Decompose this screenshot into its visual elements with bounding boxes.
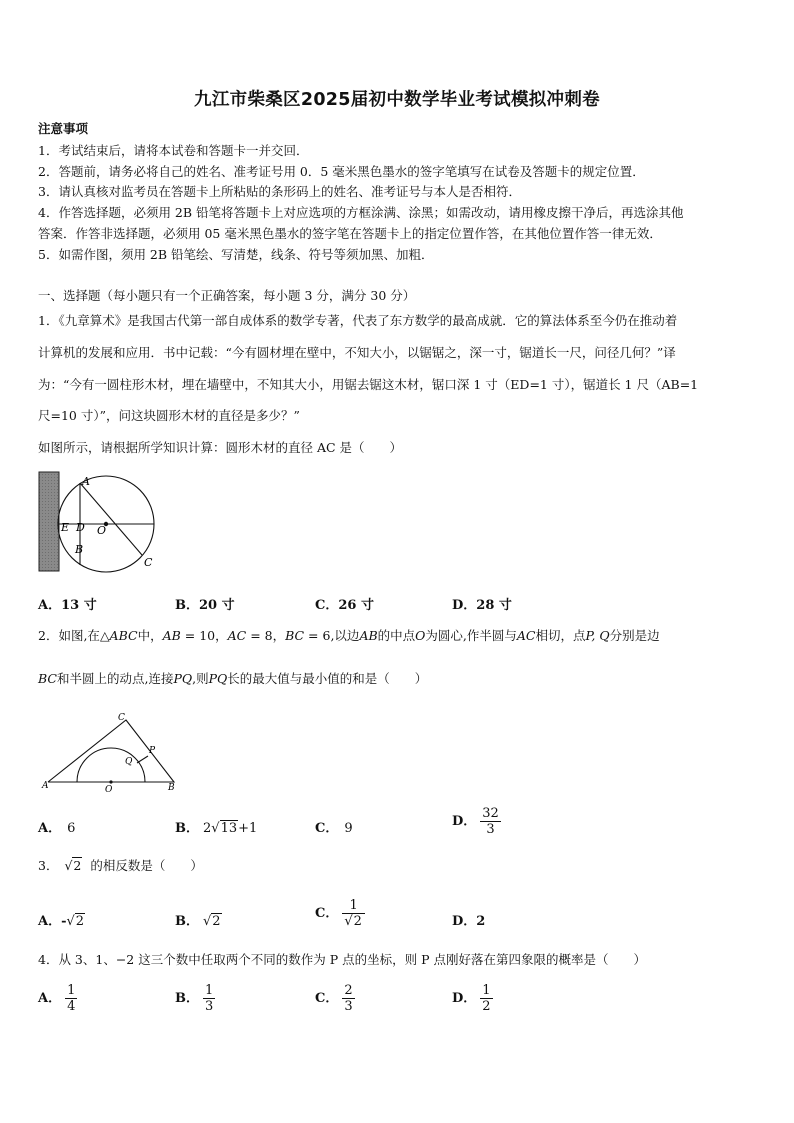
note-line-1: 1．考试结束后，请将本试卷和答题卡一并交回． <box>38 143 309 158</box>
q3-option-a[interactable]: A．-√2 <box>38 914 85 929</box>
sqrt-2: √2 <box>66 914 85 929</box>
fraction-1-2: $\frac{1}{2}$ <box>482 983 491 1014</box>
exam-title: 九江市柴桑区2025届初中数学毕业考试模拟冲刺卷 <box>194 90 600 110</box>
label-o: O <box>105 785 113 795</box>
q1-option-b[interactable]: B．20 寸 <box>175 598 235 613</box>
note-line-4: 4．作答选择题，必须用 2B 铅笔将答题卡上对应选项的方框涂满、涂黑；如需改动，请用橡皮擦干净后，再选涂其他 <box>38 205 684 220</box>
q2-option-b[interactable]: B． 2√13+1 <box>175 821 258 836</box>
q3-stem: 3． √2 的相反数是（ ） <box>38 858 203 873</box>
q3-option-d[interactable]: D．2 <box>452 914 486 929</box>
segment-pq <box>137 756 148 763</box>
q1-line-4: 尺=10 寸）”，问这块圆形木材的直径是多少？” <box>38 408 300 423</box>
fraction-1-sqrt2: $\frac{1}{√2}$ <box>342 898 365 929</box>
q1-line-1: 1．《九章算术》是我国古代第一部自成体系的数学专著，代表了东方数学的最高成就．它的算法体系至今仍在推动着 <box>38 313 678 328</box>
label-q: Q <box>125 757 133 767</box>
q2-option-d[interactable]: D． $\frac{32}{3}$ <box>452 806 499 837</box>
q2-option-c[interactable]: C． 9 <box>315 821 353 836</box>
q3-option-c[interactable]: C． $\frac{1}{√2}$ <box>315 898 365 929</box>
note-line-5: 5．如需作图，须用 2B 铅笔绘、写清楚，线条、符号等须加黑、加粗． <box>38 247 434 262</box>
fraction-1-3: $\frac{1}{3}$ <box>205 983 214 1014</box>
triangle-abc <box>48 720 174 782</box>
wall <box>39 472 59 571</box>
q1-circle-figure <box>36 468 166 578</box>
fraction-32-3: $\frac{32}{3}$ <box>482 806 499 837</box>
fraction-2-3: $\frac{2}{3}$ <box>344 983 353 1014</box>
q4-option-d[interactable]: D． $\frac{1}{2}$ <box>452 983 491 1014</box>
notes-heading: 注意事项 <box>38 121 89 136</box>
q2-line-1: 2．如图,在△ABC中，AB = 10，AC = 8，BC = 6,以边AB的中点O为圆心,作半圆与AC相切，点P, Q分别是边 <box>38 628 660 643</box>
sqrt-13: √13 <box>211 821 238 836</box>
center-o-dot <box>109 780 112 783</box>
q2-option-a[interactable]: A． 6 <box>38 821 76 836</box>
label-p: P <box>149 746 156 756</box>
label-b: B <box>75 543 84 556</box>
diameter-ac <box>80 483 142 555</box>
semicircle <box>77 748 145 782</box>
label-o: O <box>97 524 107 537</box>
label-d: D <box>76 521 85 534</box>
sqrt-2: √2 <box>203 914 221 929</box>
q2-line-2: BC和半圆上的动点,连接PQ,则PQ长的最大值与最小值的和是（ ） <box>38 671 428 686</box>
note-line-3: 3．请认真核对监考员在答题卡上所粘贴的条形码上的姓名、准考证号与本人是否相符． <box>38 184 521 199</box>
q4-stem: 4．从 3、1、−2 这三个数中任取两个不同的数作为 P 点的坐标，则 P 点刚好落在第四象限的概率是（ ） <box>38 952 646 967</box>
q4-option-b[interactable]: B． $\frac{1}{3}$ <box>175 983 214 1014</box>
q1-line-5: 如图所示，请根据所学知识计算：圆形木材的直径 AC 是（ ） <box>38 440 403 455</box>
section-heading: 一、选择题（每小题只有一个正确答案，每小题 3 分，满分 30 分） <box>38 288 416 303</box>
q2-triangle-figure <box>38 708 183 796</box>
label-c: C <box>144 556 153 569</box>
label-c: C <box>118 713 125 723</box>
fraction-1-4: $\frac{1}{4}$ <box>67 983 76 1014</box>
sqrt-2: √2 <box>64 858 82 873</box>
label-a: A <box>42 781 49 791</box>
q1-line-2: 计算机的发展和应用．书中记载：“今有圆材埋在壁中，不知大小，以锯锯之，深一寸，锯道长一尺，问径几何？”译 <box>38 345 676 360</box>
note-line-4-cont: 答案．作答非选择题，必须用 05 毫米黑色墨水的签字笔在答题卡上的指定位置作答，在其他位置作答一律无效． <box>38 226 662 241</box>
q1-line-3: 为：“今有一圆柱形木材，埋在墙壁中，不知其大小，用锯去锯这木材，锯口深 1 寸（ED=1 寸），锯道长 1 尺（AB=1 <box>38 377 699 392</box>
label-a: A <box>82 475 90 488</box>
q3-option-b[interactable]: B． √2 <box>175 914 221 929</box>
note-line-2: 2．答题前，请务必将自己的姓名、准考证号用 0．5 毫米黑色墨水的签字笔填写在试卷及答题卡的规定位置． <box>38 164 645 179</box>
q1-option-d[interactable]: D．28 寸 <box>452 598 512 613</box>
q4-option-c[interactable]: C． $\frac{2}{3}$ <box>315 983 353 1014</box>
q1-option-a[interactable]: A．13 寸 <box>38 598 97 613</box>
q1-option-c[interactable]: C．26 寸 <box>315 598 374 613</box>
label-e: E <box>61 521 70 534</box>
q4-option-a[interactable]: A． $\frac{1}{4}$ <box>38 983 76 1014</box>
label-b: B <box>168 783 175 793</box>
